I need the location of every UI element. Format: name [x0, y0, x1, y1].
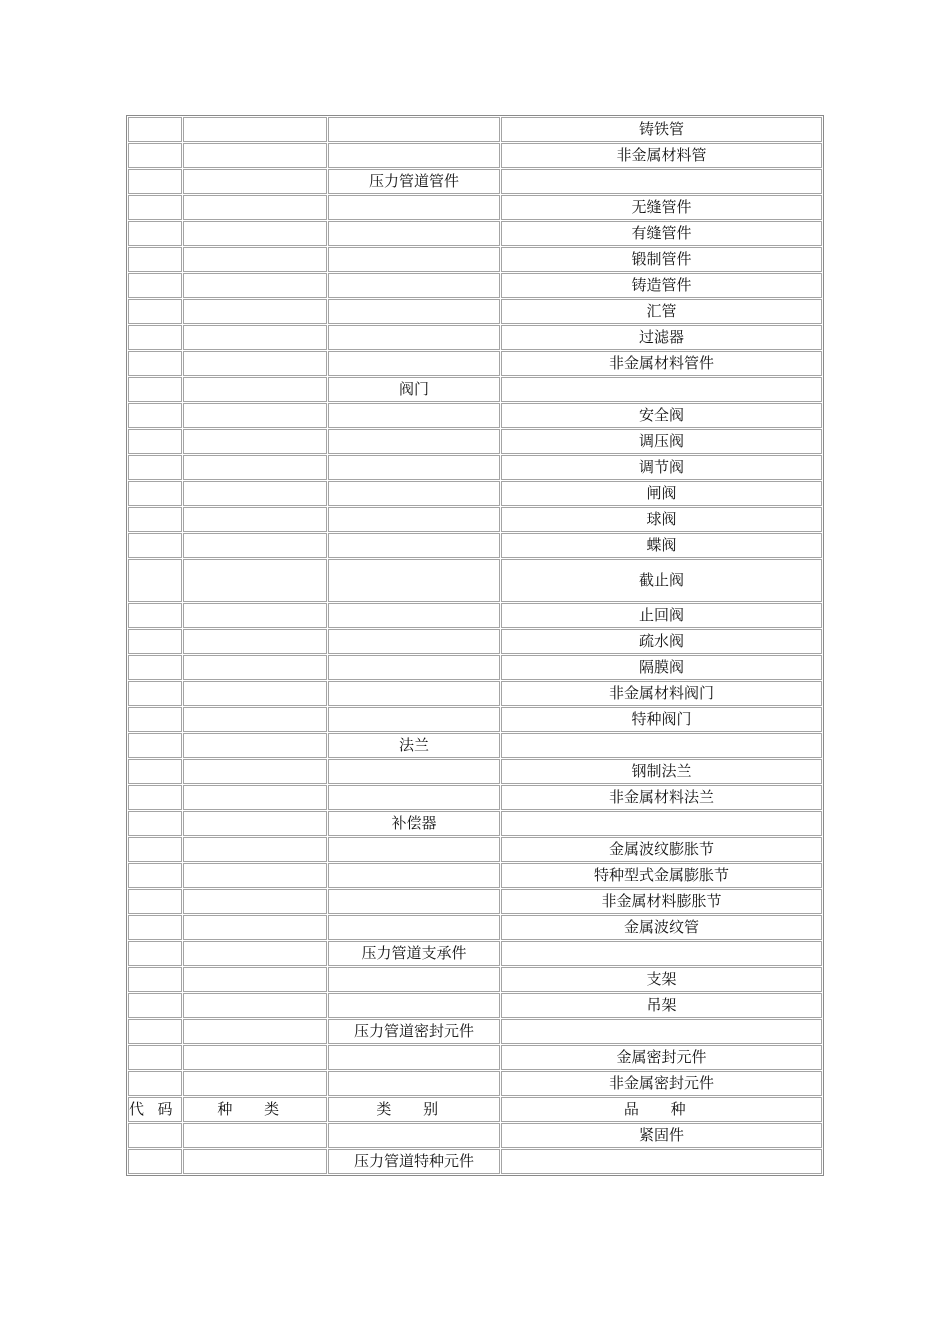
cell-variety: 非金属密封元件 [501, 1071, 822, 1096]
cell-variety [501, 1149, 822, 1174]
table-row [128, 429, 822, 454]
cell-kind [183, 993, 327, 1018]
table-row [128, 507, 822, 532]
table-row [128, 733, 822, 758]
cell-kind [183, 603, 327, 628]
cell-code [128, 993, 182, 1018]
table-row [128, 377, 822, 402]
cell-code [128, 143, 182, 168]
cell-code [128, 221, 182, 246]
cell-kind [183, 299, 327, 324]
table-row [128, 117, 822, 142]
cell-code [128, 325, 182, 350]
cell-variety: 支架 [501, 967, 822, 992]
cell-variety [501, 169, 822, 194]
cell-category [328, 707, 500, 732]
cell-code [128, 915, 182, 940]
cell-kind [183, 733, 327, 758]
cell-variety: 钢制法兰 [501, 759, 822, 784]
cell-category [328, 221, 500, 246]
cell-code [128, 507, 182, 532]
table-row [128, 837, 822, 862]
table-row [128, 533, 822, 558]
cell-category [328, 785, 500, 810]
cell-code [128, 837, 182, 862]
cell-code [128, 195, 182, 220]
table-row [128, 559, 822, 602]
cell-code [128, 559, 182, 602]
cell-variety: 无缝管件 [501, 195, 822, 220]
classification-table-container [126, 115, 824, 1176]
header-row [128, 1097, 822, 1122]
cell-code [128, 603, 182, 628]
cell-variety: 紧固件 [501, 1123, 822, 1148]
cell-kind [183, 195, 327, 220]
cell-kind [183, 403, 327, 428]
cell-code [128, 169, 182, 194]
cell-code [128, 117, 182, 142]
cell-variety [501, 811, 822, 836]
cell-category [328, 351, 500, 376]
table-row [128, 655, 822, 680]
cell-category: 补偿器 [328, 811, 500, 836]
cell-variety: 有缝管件 [501, 221, 822, 246]
cell-variety: 非金属材料膨胀节 [501, 889, 822, 914]
cell-category: 阀门 [328, 377, 500, 402]
cell-category [328, 1123, 500, 1148]
cell-category [328, 403, 500, 428]
cell-category [328, 993, 500, 1018]
cell-kind [183, 811, 327, 836]
cell-category [328, 967, 500, 992]
cell-variety: 汇管 [501, 299, 822, 324]
cell-variety [501, 377, 822, 402]
cell-variety: 品 种 [501, 1097, 822, 1122]
cell-variety: 调节阀 [501, 455, 822, 480]
table-row [128, 221, 822, 246]
cell-kind [183, 707, 327, 732]
cell-category: 压力管道管件 [328, 169, 500, 194]
table-row [128, 707, 822, 732]
table-row [128, 143, 822, 168]
cell-category [328, 455, 500, 480]
cell-category: 法兰 [328, 733, 500, 758]
cell-category [328, 247, 500, 272]
cell-variety: 金属密封元件 [501, 1045, 822, 1070]
cell-code [128, 655, 182, 680]
cell-category [328, 915, 500, 940]
cell-variety: 非金属材料法兰 [501, 785, 822, 810]
table-row [128, 941, 822, 966]
cell-kind [183, 559, 327, 602]
cell-variety: 安全阀 [501, 403, 822, 428]
cell-kind [183, 117, 327, 142]
table-row [128, 1019, 822, 1044]
cell-kind [183, 325, 327, 350]
cell-kind [183, 273, 327, 298]
cell-variety: 铸造管件 [501, 273, 822, 298]
cell-category [328, 603, 500, 628]
cell-category [328, 837, 500, 862]
cell-variety: 调压阀 [501, 429, 822, 454]
cell-variety: 特种阀门 [501, 707, 822, 732]
table-row [128, 785, 822, 810]
cell-category [328, 273, 500, 298]
table-row [128, 169, 822, 194]
cell-category [328, 655, 500, 680]
table-row [128, 481, 822, 506]
cell-code [128, 377, 182, 402]
table-row [128, 993, 822, 1018]
cell-code [128, 247, 182, 272]
cell-category [328, 481, 500, 506]
cell-code: 代码 [128, 1097, 182, 1122]
cell-kind [183, 507, 327, 532]
cell-kind [183, 889, 327, 914]
cell-category [328, 325, 500, 350]
cell-variety: 蝶阀 [501, 533, 822, 558]
cell-category: 压力管道特种元件 [328, 1149, 500, 1174]
cell-code [128, 759, 182, 784]
table-row [128, 403, 822, 428]
cell-kind [183, 1149, 327, 1174]
cell-code [128, 1149, 182, 1174]
cell-category [328, 143, 500, 168]
cell-kind [183, 1045, 327, 1070]
cell-variety: 球阀 [501, 507, 822, 532]
table-row [128, 1045, 822, 1070]
cell-variety: 铸铁管 [501, 117, 822, 142]
cell-variety [501, 1019, 822, 1044]
cell-kind [183, 221, 327, 246]
cell-kind [183, 169, 327, 194]
cell-code [128, 681, 182, 706]
cell-kind [183, 247, 327, 272]
table-row [128, 1071, 822, 1096]
cell-category: 类 别 [328, 1097, 500, 1122]
table-row [128, 759, 822, 784]
cell-kind [183, 681, 327, 706]
table-row [128, 247, 822, 272]
cell-kind [183, 481, 327, 506]
cell-category [328, 507, 500, 532]
cell-category [328, 299, 500, 324]
cell-kind [183, 1071, 327, 1096]
cell-kind [183, 837, 327, 862]
table-row [128, 681, 822, 706]
cell-variety: 止回阀 [501, 603, 822, 628]
cell-kind [183, 967, 327, 992]
table-row [128, 195, 822, 220]
table-row [128, 603, 822, 628]
table-row [128, 967, 822, 992]
cell-code [128, 733, 182, 758]
cell-variety: 隔膜阀 [501, 655, 822, 680]
cell-category [328, 629, 500, 654]
cell-code [128, 785, 182, 810]
table-row [128, 351, 822, 376]
cell-variety: 截止阀 [501, 559, 822, 602]
cell-variety: 疏水阀 [501, 629, 822, 654]
table-row [128, 1149, 822, 1174]
cell-category [328, 559, 500, 602]
cell-kind [183, 759, 327, 784]
cell-code [128, 273, 182, 298]
cell-category [328, 1045, 500, 1070]
cell-code [128, 707, 182, 732]
cell-code [128, 863, 182, 888]
cell-variety [501, 733, 822, 758]
cell-code [128, 299, 182, 324]
cell-kind [183, 915, 327, 940]
cell-category [328, 759, 500, 784]
cell-variety: 非金属材料管件 [501, 351, 822, 376]
cell-kind [183, 533, 327, 558]
cell-variety: 特种型式金属膨胀节 [501, 863, 822, 888]
table-row [128, 1123, 822, 1148]
cell-code [128, 455, 182, 480]
cell-code [128, 1123, 182, 1148]
cell-variety: 金属波纹膨胀节 [501, 837, 822, 862]
cell-code [128, 481, 182, 506]
cell-code [128, 811, 182, 836]
table-row [128, 299, 822, 324]
cell-variety: 过滤器 [501, 325, 822, 350]
cell-kind [183, 785, 327, 810]
cell-variety: 金属波纹管 [501, 915, 822, 940]
table-body [128, 117, 822, 1174]
table-row [128, 915, 822, 940]
cell-kind [183, 429, 327, 454]
cell-category [328, 533, 500, 558]
cell-variety: 锻制管件 [501, 247, 822, 272]
cell-code [128, 629, 182, 654]
table-row [128, 863, 822, 888]
cell-code [128, 889, 182, 914]
table-row [128, 455, 822, 480]
cell-code [128, 967, 182, 992]
cell-code [128, 351, 182, 376]
cell-kind [183, 629, 327, 654]
cell-kind [183, 377, 327, 402]
cell-code [128, 403, 182, 428]
cell-category [328, 429, 500, 454]
cell-category [328, 889, 500, 914]
cell-code [128, 533, 182, 558]
classification-table [126, 115, 824, 1176]
cell-kind [183, 455, 327, 480]
cell-kind: 种 类 [183, 1097, 327, 1122]
cell-category: 压力管道支承件 [328, 941, 500, 966]
cell-code [128, 429, 182, 454]
table-row [128, 811, 822, 836]
cell-kind [183, 351, 327, 376]
cell-kind [183, 1019, 327, 1044]
table-row [128, 273, 822, 298]
cell-variety [501, 941, 822, 966]
table-row [128, 325, 822, 350]
cell-kind [183, 655, 327, 680]
cell-variety: 闸阀 [501, 481, 822, 506]
cell-variety: 非金属材料管 [501, 143, 822, 168]
cell-category [328, 195, 500, 220]
table-row [128, 629, 822, 654]
cell-kind [183, 1123, 327, 1148]
cell-code [128, 1071, 182, 1096]
cell-kind [183, 941, 327, 966]
table-row [128, 889, 822, 914]
cell-category [328, 863, 500, 888]
cell-category [328, 117, 500, 142]
cell-code [128, 1045, 182, 1070]
cell-variety: 吊架 [501, 993, 822, 1018]
cell-code [128, 941, 182, 966]
cell-code [128, 1019, 182, 1044]
cell-category: 压力管道密封元件 [328, 1019, 500, 1044]
cell-variety: 非金属材料阀门 [501, 681, 822, 706]
cell-kind [183, 863, 327, 888]
cell-category [328, 1071, 500, 1096]
cell-kind [183, 143, 327, 168]
cell-category [328, 681, 500, 706]
